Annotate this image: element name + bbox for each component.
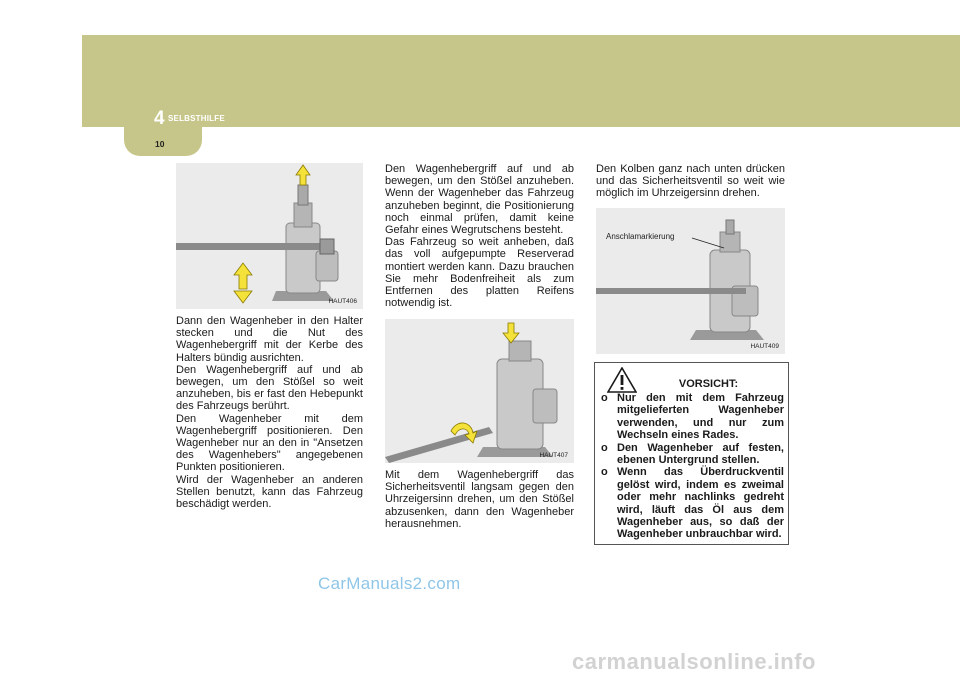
- figure-code-2: HAUT407: [539, 452, 568, 459]
- watermark-carmanuals2[interactable]: CarManuals2.com: [318, 574, 461, 593]
- figure-jack-lower: [385, 319, 574, 463]
- col1-paragraph-2: Den Wagenhebergriff auf und ab bewegen, um den Stößel so weit anzuheben, bis er fast den Hebepunkt des Fahrzeugs berührt.: [176, 363, 363, 413]
- figure-jack-raise: [176, 163, 363, 309]
- warning-item-text: Den Wagenheber auf festen, ebenen Untergrund stellen.: [617, 441, 784, 467]
- col2-paragraph-1: Den Wagenhebergriff auf und ab bewegen, um den Stößel anzuheben. Wenn der Wagenheber das Fahrzeug anzuheben beginnt, die Positionierung noch einmal prüfen, damit keine Gefahr eines Wegrutschens besteht.: [385, 163, 574, 237]
- chapter-title: SELBSTHILFE: [168, 114, 225, 123]
- col1-paragraph-3: Den Wagenheber mit dem Wagenhebergriff positionieren. Den Wagenheber nur an den in "Ansetzen des Wagenhebers" angegebenen Punkten positionieren.: [176, 412, 363, 474]
- jack-illustration-2: [385, 319, 574, 463]
- jack-ram: [720, 232, 740, 252]
- arrow-down-icon: [503, 323, 519, 343]
- handle-socket: [320, 239, 334, 254]
- jack-body: [286, 223, 320, 293]
- warning-bullet: o: [601, 441, 608, 454]
- figure-code-1: HAUT406: [328, 298, 357, 305]
- col2-paragraph-2: Das Fahrzeug so weit anheben, daß das voll aufgepumpte Reserverad montiert werden kann. Dazu brauchen Sie mehr Bodenfreiheit als zum Entfernen des platten Reifens notwendig ist.: [385, 236, 574, 310]
- jack-screw: [298, 185, 308, 205]
- warning-list: [601, 392, 784, 541]
- chapter-number: 4: [154, 108, 165, 129]
- col1-paragraph-4: Wird der Wagenheber an anderen Stellen benutzt, kann das Fahrzeug beschädigt werden.: [176, 473, 363, 511]
- column-2-top-text: [385, 163, 574, 309]
- col3-paragraph-1: Den Kolben ganz nach unten drücken und das Sicherheitsventil so weit wie möglich im Uhrzeigersinn drehen.: [596, 163, 785, 200]
- column-3-top-text: [596, 163, 785, 200]
- column-2-bottom-text: [385, 469, 574, 530]
- figure-label-marking: Anschlamarkierung: [606, 232, 675, 241]
- figure-jack-marking: [596, 208, 785, 354]
- jack-ram: [509, 341, 531, 361]
- label-leader-line: [692, 238, 724, 248]
- page-number: 10: [155, 139, 165, 149]
- warning-item: [601, 466, 784, 540]
- warning-bullet: o: [601, 392, 608, 404]
- warning-item: [601, 392, 784, 442]
- column-1-text: [176, 315, 363, 510]
- col1-paragraph-1: Dann den Wagenheber in den Halter stecken und die Nut des Wagenhebergriff mit der Kerbe des Halters bündig ausrichten.: [176, 315, 363, 364]
- jack-screw: [726, 220, 734, 234]
- jack-pump: [533, 389, 557, 423]
- warning-item-text: Wenn das Überdruckventil gelöst wird, indem es zweimal oder mehr nachlinks gedreht wird, läuft das Öl aus dem Wagenheber aus, so daß der Wagenheber unbrauchbar wird.: [617, 466, 784, 541]
- figure-code-3: HAUT409: [750, 343, 779, 350]
- jack-pump: [316, 251, 338, 281]
- arrow-updown-icon: [234, 263, 252, 303]
- watermark-carmanualsonline[interactable]: carmanualsonline.info: [572, 649, 816, 674]
- jack-ram: [294, 203, 312, 227]
- warning-item-text: Nur den mit dem Fahrzeug mitgelieferten Wagenheber verwenden, und nur zum Wechseln eines Rades.: [617, 392, 784, 442]
- warning-box: [594, 362, 789, 545]
- arrow-up-icon: [296, 165, 310, 185]
- jack-illustration-1: [176, 163, 363, 309]
- col2-paragraph-3: Mit dem Wagenhebergriff das Sicherheitsventil langsam gegen den Uhrzeigersinn drehen, um den Stößel abzusenken, dann den Wagenheber herausnehmen.: [385, 469, 574, 530]
- jack-handle: [176, 243, 334, 250]
- jack-handle: [596, 288, 746, 294]
- warning-bullet: o: [601, 466, 608, 479]
- warning-item: [601, 442, 784, 467]
- warning-title: VORSICHT:: [678, 378, 739, 390]
- jack-illustration-3: [596, 208, 785, 354]
